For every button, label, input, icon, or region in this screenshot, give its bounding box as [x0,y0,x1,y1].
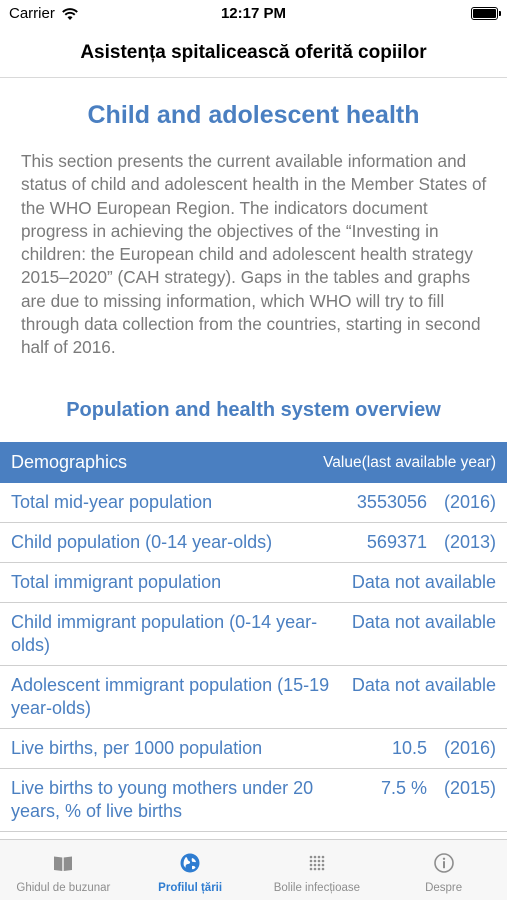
row-label: Total immigrant population [11,572,222,592]
tab-bar [0,839,507,900]
book-icon [52,852,74,874]
row-value: 7.5 % [380,778,427,798]
nav-title: Asistența spitalicească oferită copiilor [80,42,427,63]
row-value: 10.5 [391,738,427,758]
table-header [0,442,507,483]
tab-infectious-diseases[interactable] [254,840,381,900]
table-row [0,666,507,729]
row-label: Live births to young mothers under 20 years, % of live births [11,778,314,821]
table-row [0,563,507,603]
info-icon [433,852,455,874]
row-year: (2016) [443,492,496,512]
row-value: Data not available [351,572,496,592]
tab-label: Ghidul de buzunar [16,882,111,894]
content-scroll[interactable] [0,79,507,839]
row-year: (2015) [443,778,496,798]
subsection-title: Population and health system overview [66,399,441,421]
tab-label: Despre [425,882,463,894]
row-label: Child immigrant population (0-14 year-olds) [11,612,318,655]
row-year: (2016) [443,738,496,758]
row-label: Live births, per 1000 population [11,738,263,758]
row-label: Total mid-year population [11,492,213,512]
row-label: Adolescent immigrant population (15-19 year-olds) [11,675,330,718]
dots-grid-icon [306,852,328,874]
navigation-bar [0,28,507,78]
row-year: (2013) [443,532,496,552]
row-value: 3553056 [356,492,427,512]
tab-label: Bolile infecțioase [273,882,361,894]
battery-icon [471,7,498,20]
tab-pocket-guide[interactable] [0,840,127,900]
row-value: 569371 [366,532,427,552]
table-row [0,769,507,832]
tab-label: Profilul țării [158,882,223,894]
demographics-table [0,442,507,832]
row-value: Data not available [351,675,496,695]
globe-icon [179,852,201,874]
table-row [0,523,507,563]
intro-paragraph: This section presents the current available information and status of child and adolescent health in the Member States of the WHO European Region. The indicators document progress in achieving the objectives of the “Investing in children: the European child and adolescent health strategy 2015–2020” (CAH strategy). Gaps in the tables and graphs are due to missing information, which WHO will try to fill through data collection from the countries, starting in second half of 2016. [21,151,487,358]
table-row [0,483,507,523]
row-value: Data not available [351,612,496,632]
clock: 12:17 PM [220,5,287,22]
tab-country-profile[interactable] [127,840,254,900]
carrier-label: Carrier [9,5,55,22]
header-value: Value(last available year) [323,454,496,471]
row-label: Child population (0-14 year-olds) [11,532,273,552]
status-bar [0,0,507,28]
tab-about[interactable] [380,840,507,900]
header-label: Demographics [11,452,128,472]
table-row [0,603,507,666]
section-title: Child and adolescent health [87,101,420,129]
table-row [0,729,507,769]
